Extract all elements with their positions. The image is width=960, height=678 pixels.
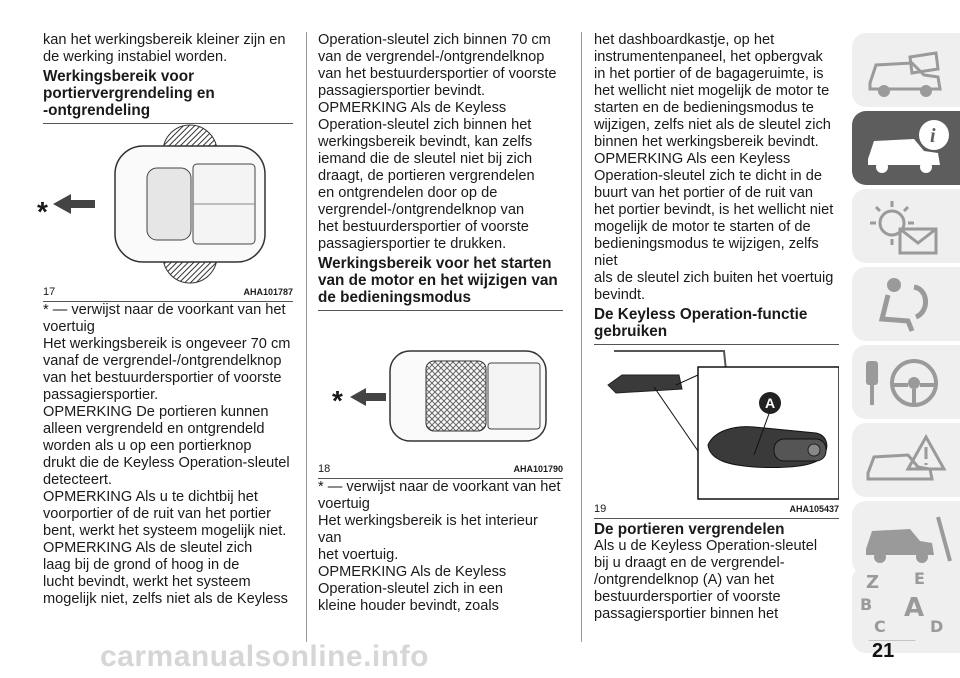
column-3 <box>594 32 839 623</box>
keyhole-icon <box>808 444 820 456</box>
figure-code: AHA105437 <box>789 504 839 514</box>
svg-text:B: B <box>860 595 873 614</box>
interior-range-zone <box>426 361 486 431</box>
front-marker-star: * <box>37 196 48 227</box>
paragraph: OPMERKING Als de Keyless Operation-sleutel zich in een kleine houder bevindt, zoals <box>318 564 507 614</box>
svg-text:D: D <box>930 617 944 636</box>
car-breakdown-warning-icon <box>852 423 960 497</box>
car-info-icon <box>852 111 960 185</box>
section-heading: De portieren vergrendelen <box>594 521 785 538</box>
paragraph: kan het werkingsbereik kleiner zijn en de werking instabiel worden. <box>43 32 286 65</box>
figure-caption <box>318 461 563 479</box>
svg-text:Z: Z <box>866 572 880 593</box>
front-arrow-icon <box>350 388 386 406</box>
car-dashboard-icon <box>852 33 960 107</box>
small-door-handle <box>608 375 682 393</box>
paragraph: OPMERKING Als u te dichtbij het voorportier of de ruit van het portier bent, werkt het systeem mogelijk niet. <box>43 489 287 539</box>
alphabetical-index-icon <box>852 566 960 640</box>
tab-dashboard[interactable] <box>852 33 960 107</box>
paragraph: het dashboardkastje, op het instrumentenpaneel, het opbergvak in het portier of de bagageruimte, is het wellicht niet mogelijk de motor te starten en de bedieningsmodus te wijzigen, zelfs niet als de sleutel zich binnen het werkingsbereik bevindt. <box>594 32 831 150</box>
callout-a: A <box>764 395 776 411</box>
tab-safety[interactable] <box>852 267 960 341</box>
section-heading: Werkingsbereik voor het starten van de motor en het wijzigen van de bedieningsmodus <box>318 255 558 306</box>
section-heading: De Keyless Operation-functie gebruiken <box>594 306 808 340</box>
car-windshield <box>147 168 191 240</box>
paragraph: * — verwijst naar de voorkant van het voertuig <box>318 479 561 512</box>
car-service-tools-icon <box>852 501 960 575</box>
paragraph: OPMERKING Als de sleutel zich laag bij de grond of hoog in de lucht bevindt, werkt het systeem mogelijk niet, zelfs niet als de Keyless <box>43 540 288 607</box>
figure-caption <box>594 501 839 519</box>
svg-text:E: E <box>914 569 925 588</box>
figure-number: 19 <box>594 503 607 515</box>
column-divider <box>306 32 307 642</box>
paragraph: OPMERKING De portieren kunnen alleen vergrendeld en ontgrendeld worden als u op een portierknop drukt die de Keyless Operation-sleutel detecteert. <box>43 404 290 488</box>
page-number: 21 <box>872 640 895 662</box>
column-divider <box>581 32 582 642</box>
car-top-view-range-diagram <box>43 124 293 284</box>
svg-text:A: A <box>904 593 925 623</box>
paragraph: Als u de Keyless Operation-sleutel bij u draagt en de vergrendel- /ontgrendelknop (A) van het bestuurdersportier of voorste passagiersportier binnen het <box>594 538 818 622</box>
figure-number: 18 <box>318 463 331 475</box>
tab-warning-lights[interactable] <box>852 189 960 263</box>
watermark: carmanualsonline.info <box>100 640 429 673</box>
figure-code: AHA101790 <box>513 464 563 474</box>
warning-lights-mail-icon <box>852 189 960 263</box>
paragraph: OPMERKING Als een Keyless Operation-sleutel zich te dicht in de buurt van het portier of de ruit van het portier bevindt, is het wellicht niet mogelijk de motor te starten of de bedieningsmodus te wijzigen, zelfs niet als de sleutel zich buiten het voertuig bevindt. <box>594 151 834 303</box>
svg-text:i: i <box>930 125 936 147</box>
front-arrow-icon <box>53 194 95 214</box>
seat-airbag-icon <box>852 267 960 341</box>
paragraph: Het werkingsbereik is ongeveer 70 cm vanaf de vergrendel-/ontgrendelknop van het bestuurdersportier of voorste passagiersportier. <box>43 336 291 403</box>
section-heading: Werkingsbereik voor portiervergrendeling en -ontgrendeling <box>43 68 215 119</box>
key-steering-wheel-icon <box>852 345 960 419</box>
chapter-tab-sidebar <box>848 33 960 643</box>
column-2 <box>318 32 563 615</box>
figure-17 <box>37 124 293 284</box>
front-marker-star: * <box>332 385 343 416</box>
paragraph: Het werkingsbereik is het interieur van het voertuig. <box>318 513 538 563</box>
tab-maintenance[interactable] <box>852 501 960 575</box>
tab-starting-driving[interactable] <box>852 345 960 419</box>
paragraph: Operation-sleutel zich binnen 70 cm van de vergrendel-/ontgrendelknop van het bestuurdersportier of voorste passagiersportier bevindt. <box>318 32 557 99</box>
figure-number: 17 <box>43 286 56 298</box>
column-1 <box>37 32 293 608</box>
svg-text:C: C <box>874 617 886 636</box>
figure-19 <box>594 345 839 501</box>
paragraph: OPMERKING Als de Keyless Operation-sleutel zich binnen het werkingsbereik bevindt, kan zelfs iemand die de sleutel niet bij zich draagt, de portieren vergrendelen en ontgrendelen door op de vergrendel-/ontgrendelknop van het bestuurdersportier of voorste passagiersportier te drukken. <box>318 100 535 252</box>
figure-code: AHA101787 <box>243 287 293 297</box>
tab-car-info[interactable] <box>852 111 960 185</box>
paragraph: * — verwijst naar de voorkant van het voertuig <box>43 302 286 335</box>
car-top-view-interior-range-diagram <box>318 311 563 461</box>
figure-caption <box>43 284 293 302</box>
car-bed <box>488 363 540 429</box>
door-handle-diagram <box>594 345 839 501</box>
figure-18 <box>318 311 563 461</box>
tab-emergency[interactable] <box>852 423 960 497</box>
tab-alphabetical-index[interactable] <box>852 566 960 640</box>
